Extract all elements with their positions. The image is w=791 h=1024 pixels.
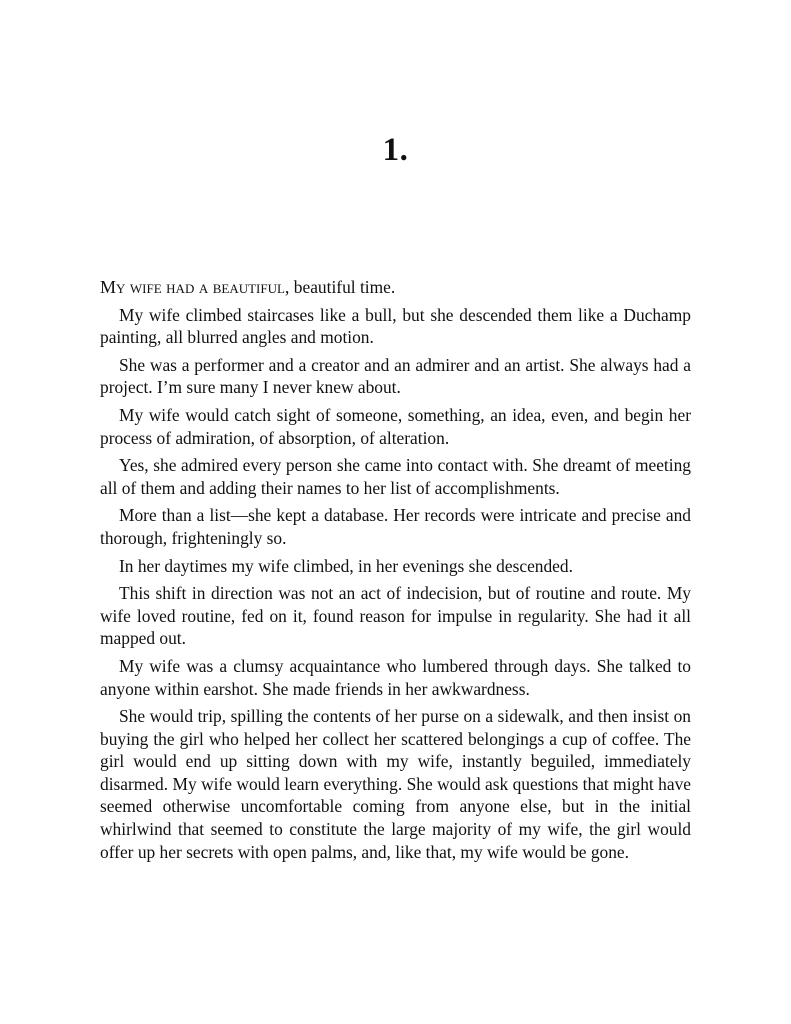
paragraph: This shift in direction was not an act of indecision, but of routine and route. My wife loved routine, fed on it, found reason for impulse in regularity. She had it all mapped out. <box>100 583 691 649</box>
paragraph: My wife climbed staircases like a bull, but she descended them like a Duchamp painting, all blurred angles and motion. <box>100 304 691 348</box>
opening-rest: beautiful time. <box>289 277 396 297</box>
paragraph: My wife would catch sight of someone, something, an idea, even, and begin her process of admiration, of absorption, of alteration. <box>100 404 691 448</box>
chapter-number: 1. <box>382 132 409 168</box>
paragraph: In her daytimes my wife climbed, in her evenings she descended. <box>119 555 573 576</box>
opening-smallcaps: My wife had a beautiful, <box>100 277 290 297</box>
paragraph: More than a list—she kept a database. Her records were intricate and precise and thorough, frighteningly so. <box>100 505 691 548</box>
paragraph: Yes, she admired every person she came into contact with. She dreamt of meeting all of them and adding their names to her list of accomplishments. <box>100 455 691 498</box>
chapter-body <box>100 276 691 868</box>
paragraph-opening <box>100 276 691 299</box>
paragraph: She would trip, spilling the contents of her purse on a sidewalk, and then insist on buying the girl who helped her collect her scattered belongings a cup of coffee. The girl would end up sitting down with my wife, instantly beguiled, immediately disarmed. My wife would learn everything. She would ask questions that might have seemed otherwise uncomfortable coming from anyone else, but in the initial whirlwind that seemed to constitute the large majority of my wife, the girl would offer up her secrets with open palms, and, like that, my wife would be gone. <box>100 706 691 862</box>
paragraph: She was a performer and a creator and an admirer and an artist. She always had a project. I’m sure many I never knew about. <box>100 354 691 398</box>
paragraph: My wife was a clumsy acquaintance who lumbered through days. She talked to anyone within earshot. She made friends in her awkwardness. <box>100 655 691 699</box>
